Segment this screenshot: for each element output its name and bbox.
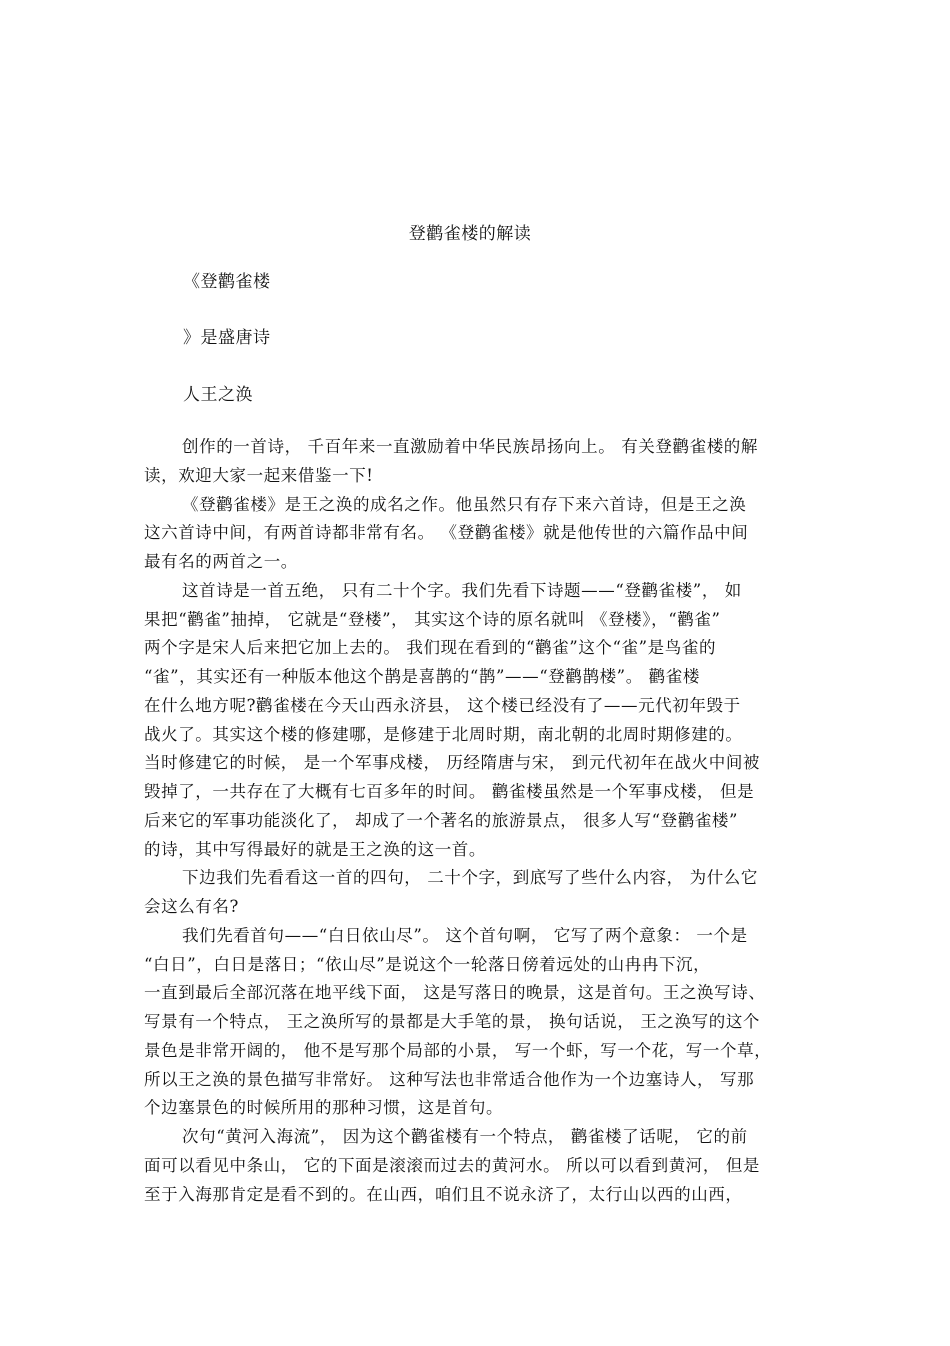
text-line: 个边塞景色的时候所用的那种习惯，这是首句。 (144, 1098, 504, 1118)
text-line: 会这么有名? (144, 897, 239, 916)
text-line: 毁掉了，一共存在了大概有七百多年的时间。 鹳雀楼虽然是一个军事戍楼， 但是 (144, 782, 755, 801)
text-line: 一直到最后全部沉落在地平线下面， 这是写落日的晚景，这是首句。王之涣写诗、 (144, 983, 766, 1003)
text-line: 所以王之涣的景色描写非常好。 这种写法也非常适合他作为一个边塞诗人， 写那 (144, 1069, 755, 1089)
text-line: 面可以看见中条山， 它的下面是滚滚而过去的黄河水。 所以可以看到黄河， 但是 (144, 1155, 761, 1175)
intro-fragment-2: 》是盛唐诗 (183, 328, 271, 348)
intro-fragment-1: 《登鹳雀楼 (183, 272, 271, 292)
text-line: 两个字是宋人后来把它加上去的。 我们现在看到的“鹳雀”这个“雀”是鸟雀的 (144, 638, 717, 658)
text-line: 至于入海那肯定是看不到的。在山西，咱们且不说永济了，太行山以西的山西， (144, 1184, 743, 1204)
text-line: 我们先看首句——“白日依山尽”。 这个首句啊， 它写了两个意象： 一个是 (182, 925, 748, 945)
text-line: “雀”，其实还有一种版本他这个鹊是喜鹊的“鹊”——“登鹳鹊楼”。 鹳雀楼 (144, 667, 700, 686)
text-line: 后来它的军事功能淡化了， 却成了一个著名的旅游景点， 很多人写“登鹳雀楼” (144, 810, 739, 830)
text-line: 下边我们先看看这一首的四句， 二十个字，到底写了些什么内容， 为什么它 (182, 868, 758, 888)
text-line: 这六首诗中间，有两首诗都非常有名。 《登鹳雀楼》就是他传世的六篇作品中间 (144, 523, 749, 543)
intro-fragment-3: 人王之涣 (183, 385, 253, 405)
text-line: 《登鹳雀楼》是王之涣的成名之作。他虽然只有存下来六首诗，但是王之涣 (182, 494, 747, 514)
text-line: 的诗，其中写得最好的就是王之涣的这一首。 (144, 839, 486, 859)
text-line: 景色是非常开阔的， 他不是写那个局部的小景， 写一个虾，写一个花，写一个草， (144, 1040, 772, 1060)
text-line: 这首诗是一首五绝， 只有二十个字。我们先看下诗题——“登鹳雀楼”， 如 (182, 580, 742, 600)
text-line: 写景有一个特点， 王之涣所写的景都是大手笔的景， 换句话说， 王之涣写的这个 (144, 1012, 761, 1031)
text-line: “白日”，白日是落日；“依山尽”是说这个一轮落日傍着远处的山冉冉下沉， (144, 954, 711, 974)
text-line: 在什么地方呢?鹳雀楼在今天山西永济县， 这个楼已经没有了——元代初年毁于 (144, 695, 741, 715)
text-line: 读，欢迎大家一起来借鉴一下! (144, 465, 374, 485)
text-line: 战火了。其实这个楼的修建哪，是修建于北周时期，南北朝的北周时期修建的。 (144, 724, 743, 744)
text-line: 当时修建它的时候， 是一个军事戍楼， 历经隋唐与宋， 到元代初年在战火中间被 (144, 753, 761, 773)
text-line: 果把“鹳雀”抽掉， 它就是“登楼”， 其实这个诗的原名就叫 《登楼》，“鹳雀” (144, 609, 721, 629)
document-title: 登鹳雀楼的解读 (408, 224, 532, 244)
text-line: 次句“黄河入海流”， 因为这个鹳雀楼有一个特点， 鹳雀楼了话呢， 它的前 (182, 1127, 748, 1146)
text-line: 创作的一首诗， 千百年来一直激励着中华民族昂扬向上。 有关登鹳雀楼的解 (182, 437, 758, 456)
text-line: 最有名的两首之一。 (144, 552, 298, 571)
